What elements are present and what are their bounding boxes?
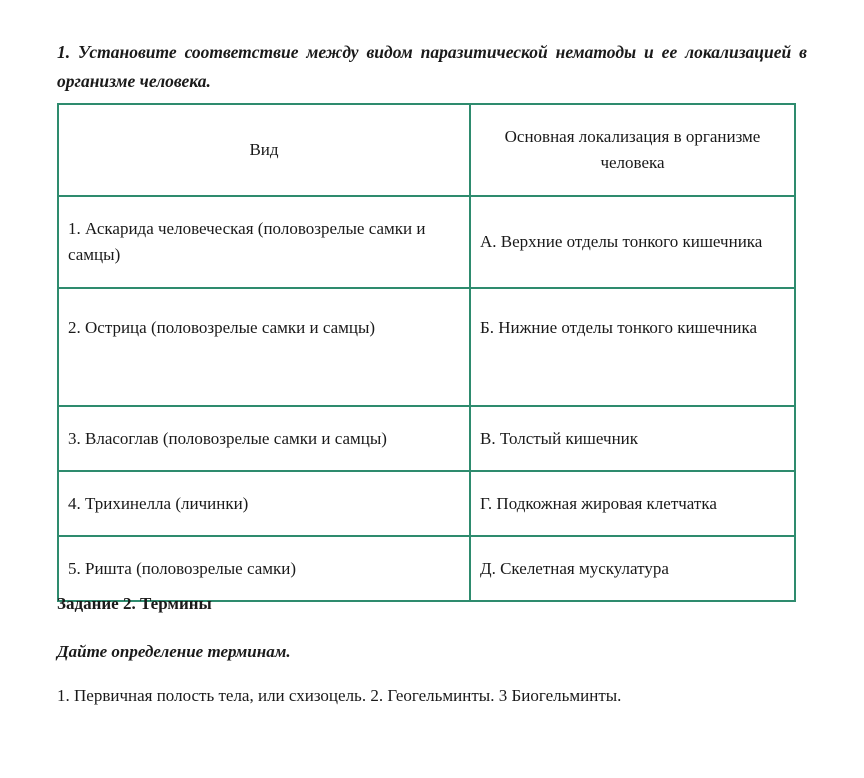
table-row <box>58 288 795 406</box>
table-row <box>58 471 795 536</box>
task2-instruction: Дайте определение терминам. <box>57 642 291 661</box>
task1-heading: 1. Установите соответствие между видом паразитической нематоды и ее локализацией в организме человека. <box>57 42 807 91</box>
table-header-row <box>58 104 795 196</box>
species-cell: 1. Аскарида человеческая (половозрелые самки и самцы) <box>58 196 470 288</box>
species-cell: 5. Ришта (половозрелые самки) <box>58 536 470 601</box>
task2-heading: Задание 2. Термины <box>57 594 212 613</box>
species-cell: 4. Трихинелла (личинки) <box>58 471 470 536</box>
table-row <box>58 406 795 471</box>
species-cell: 2. Острица (половозрелые самки и самцы) <box>58 288 470 406</box>
terms-list: 1. Первичная полость тела, или схизоцель. 2. Геогельминты. 3 Биогельминты. <box>57 686 622 705</box>
header-localization: Основная локализация в организме человека <box>470 104 795 196</box>
table-row <box>58 196 795 288</box>
header-species: Вид <box>58 104 470 196</box>
matching-table <box>57 103 796 602</box>
localization-cell: Д. Скелетная мускулатура <box>470 536 795 601</box>
localization-cell: В. Толстый кишечник <box>470 406 795 471</box>
localization-cell: Г. Подкожная жировая клетчатка <box>470 471 795 536</box>
localization-cell: Б. Нижние отделы тонкого кишечника <box>470 288 795 406</box>
localization-cell: А. Верхние отделы тонкого кишечника <box>470 196 795 288</box>
species-cell: 3. Власоглав (половозрелые самки и самцы) <box>58 406 470 471</box>
table-row <box>58 536 795 601</box>
